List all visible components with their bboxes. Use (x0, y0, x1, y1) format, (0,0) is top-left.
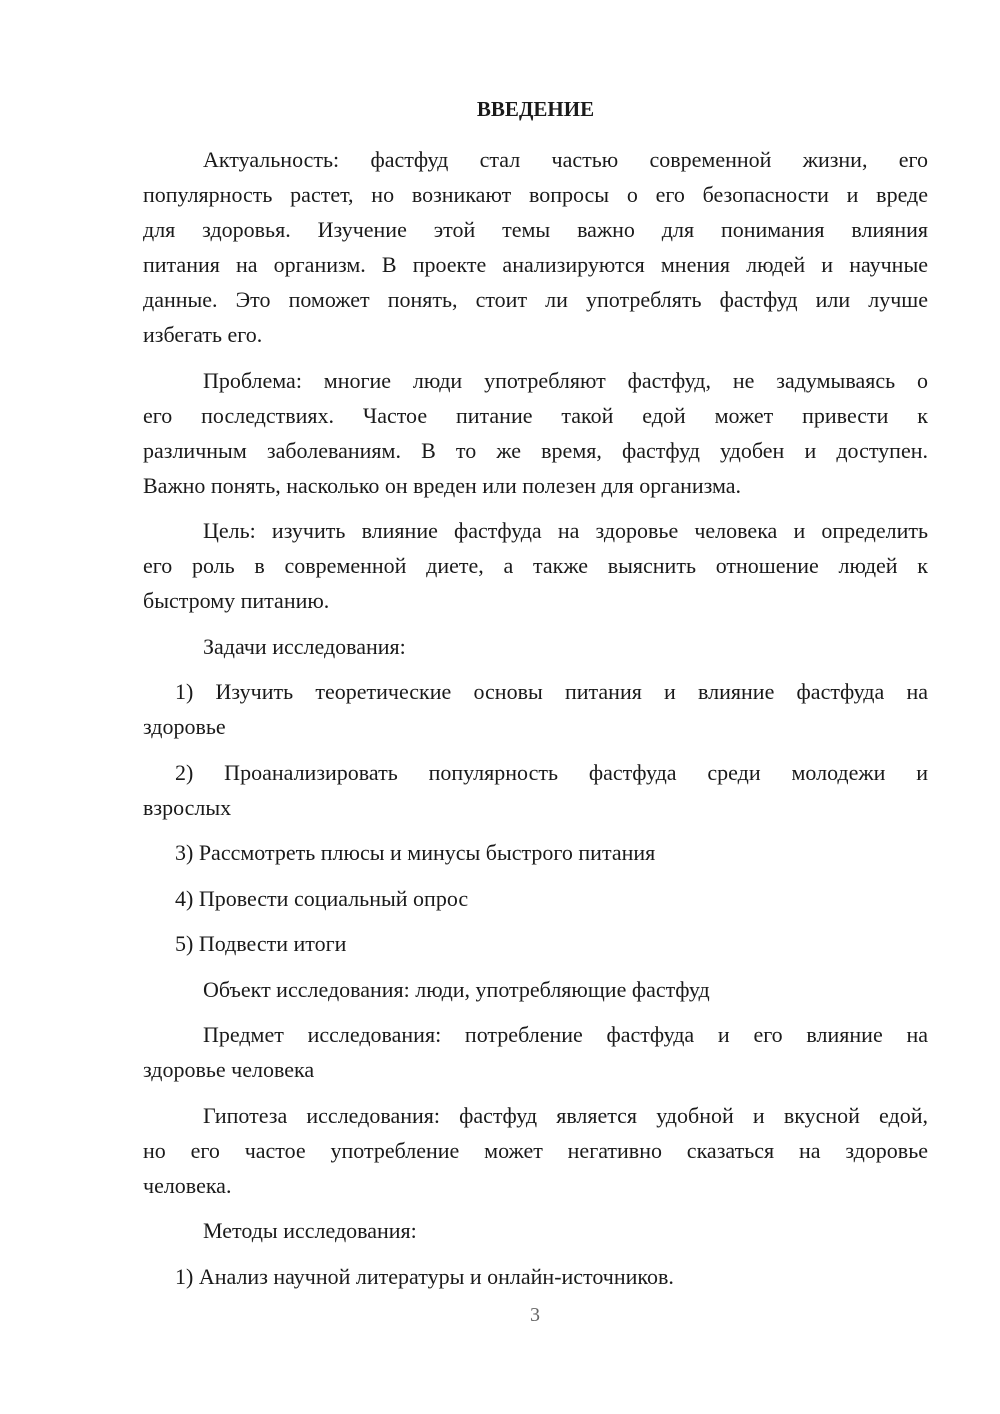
text-line: избегать его. (143, 322, 263, 347)
text-line: Цель: изучить влияние фастфуда на здоровье человека и определить (203, 518, 928, 543)
paragraph (143, 363, 928, 503)
text-line: 4) Провести социальный опрос (175, 885, 469, 911)
text-line: для здоровья. Изучение этой темы важно для понимания влияния (143, 217, 928, 242)
text-line: его последствиях. Частое питание такой едой может привести к (143, 402, 928, 428)
list-item (143, 674, 928, 744)
paragraph (143, 142, 928, 352)
text-line: различным заболеваниям. В то же время, фастфуд удобен и доступен. (143, 437, 928, 463)
list-item (143, 835, 928, 870)
paragraph (143, 1098, 928, 1203)
text-line: Гипотеза исследования: фастфуд является удобной и вкусной едой, (203, 1102, 928, 1128)
text-line: взрослых (143, 794, 232, 820)
text-line: Объект исследования: люди, употребляющие фастфуд (203, 976, 710, 1002)
document-page (143, 92, 928, 1304)
paragraph (143, 1213, 928, 1248)
text-line: 2) Проанализировать популярность фастфуда среди молодежи и (175, 759, 928, 785)
text-line: Методы исследования: (203, 1218, 417, 1243)
paragraph (143, 972, 928, 1007)
document-body (143, 142, 928, 1294)
text-line: 5) Подвести итоги (175, 931, 347, 956)
paragraph (143, 1017, 928, 1087)
text-line: 1) Изучить теоретические основы питания и влияние фастфуда на (175, 679, 928, 704)
text-line: 3) Рассмотреть плюсы и минусы быстрого питания (175, 840, 656, 865)
page-title: ВВЕДЕНИЕ (476, 97, 595, 121)
list-item (143, 881, 928, 916)
text-line: Актуальность: фастфуд стал частью современной жизни, его (203, 147, 928, 172)
text-line: быстрому питанию. (143, 588, 330, 613)
text-line: популярность растет, но возникают вопросы о его безопасности и вреде (143, 182, 928, 207)
text-line: данные. Это поможет понять, стоит ли употреблять фастфуд или лучше (143, 287, 928, 312)
text-line: его роль в современной диете, а также выяснить отношение людей к (143, 553, 928, 578)
text-line: питания на организм. В проекте анализируются мнения людей и научные (143, 252, 928, 277)
text-line: но его частое употребление может негативно сказаться на здоровье (143, 1137, 928, 1163)
paragraph (143, 513, 928, 618)
text-line: 1) Анализ научной литературы и онлайн-источников. (175, 1263, 674, 1289)
text-line: здоровье (143, 714, 226, 739)
paragraph (143, 629, 928, 664)
list-item (143, 1259, 928, 1294)
text-line: Важно понять, насколько он вреден или полезен для организма. (143, 472, 742, 498)
text-line: человека. (143, 1172, 232, 1198)
text-line: Предмет исследования: потребление фастфуда и его влияние на (203, 1022, 928, 1047)
list-item (143, 755, 928, 825)
list-item (143, 926, 928, 961)
text-line: здоровье человека (143, 1057, 315, 1082)
page-number: 3 (530, 1304, 540, 1326)
text-line: Проблема: многие люди употребляют фастфуд, не задумываясь о (203, 367, 928, 393)
text-line: Задачи исследования: (203, 633, 406, 659)
